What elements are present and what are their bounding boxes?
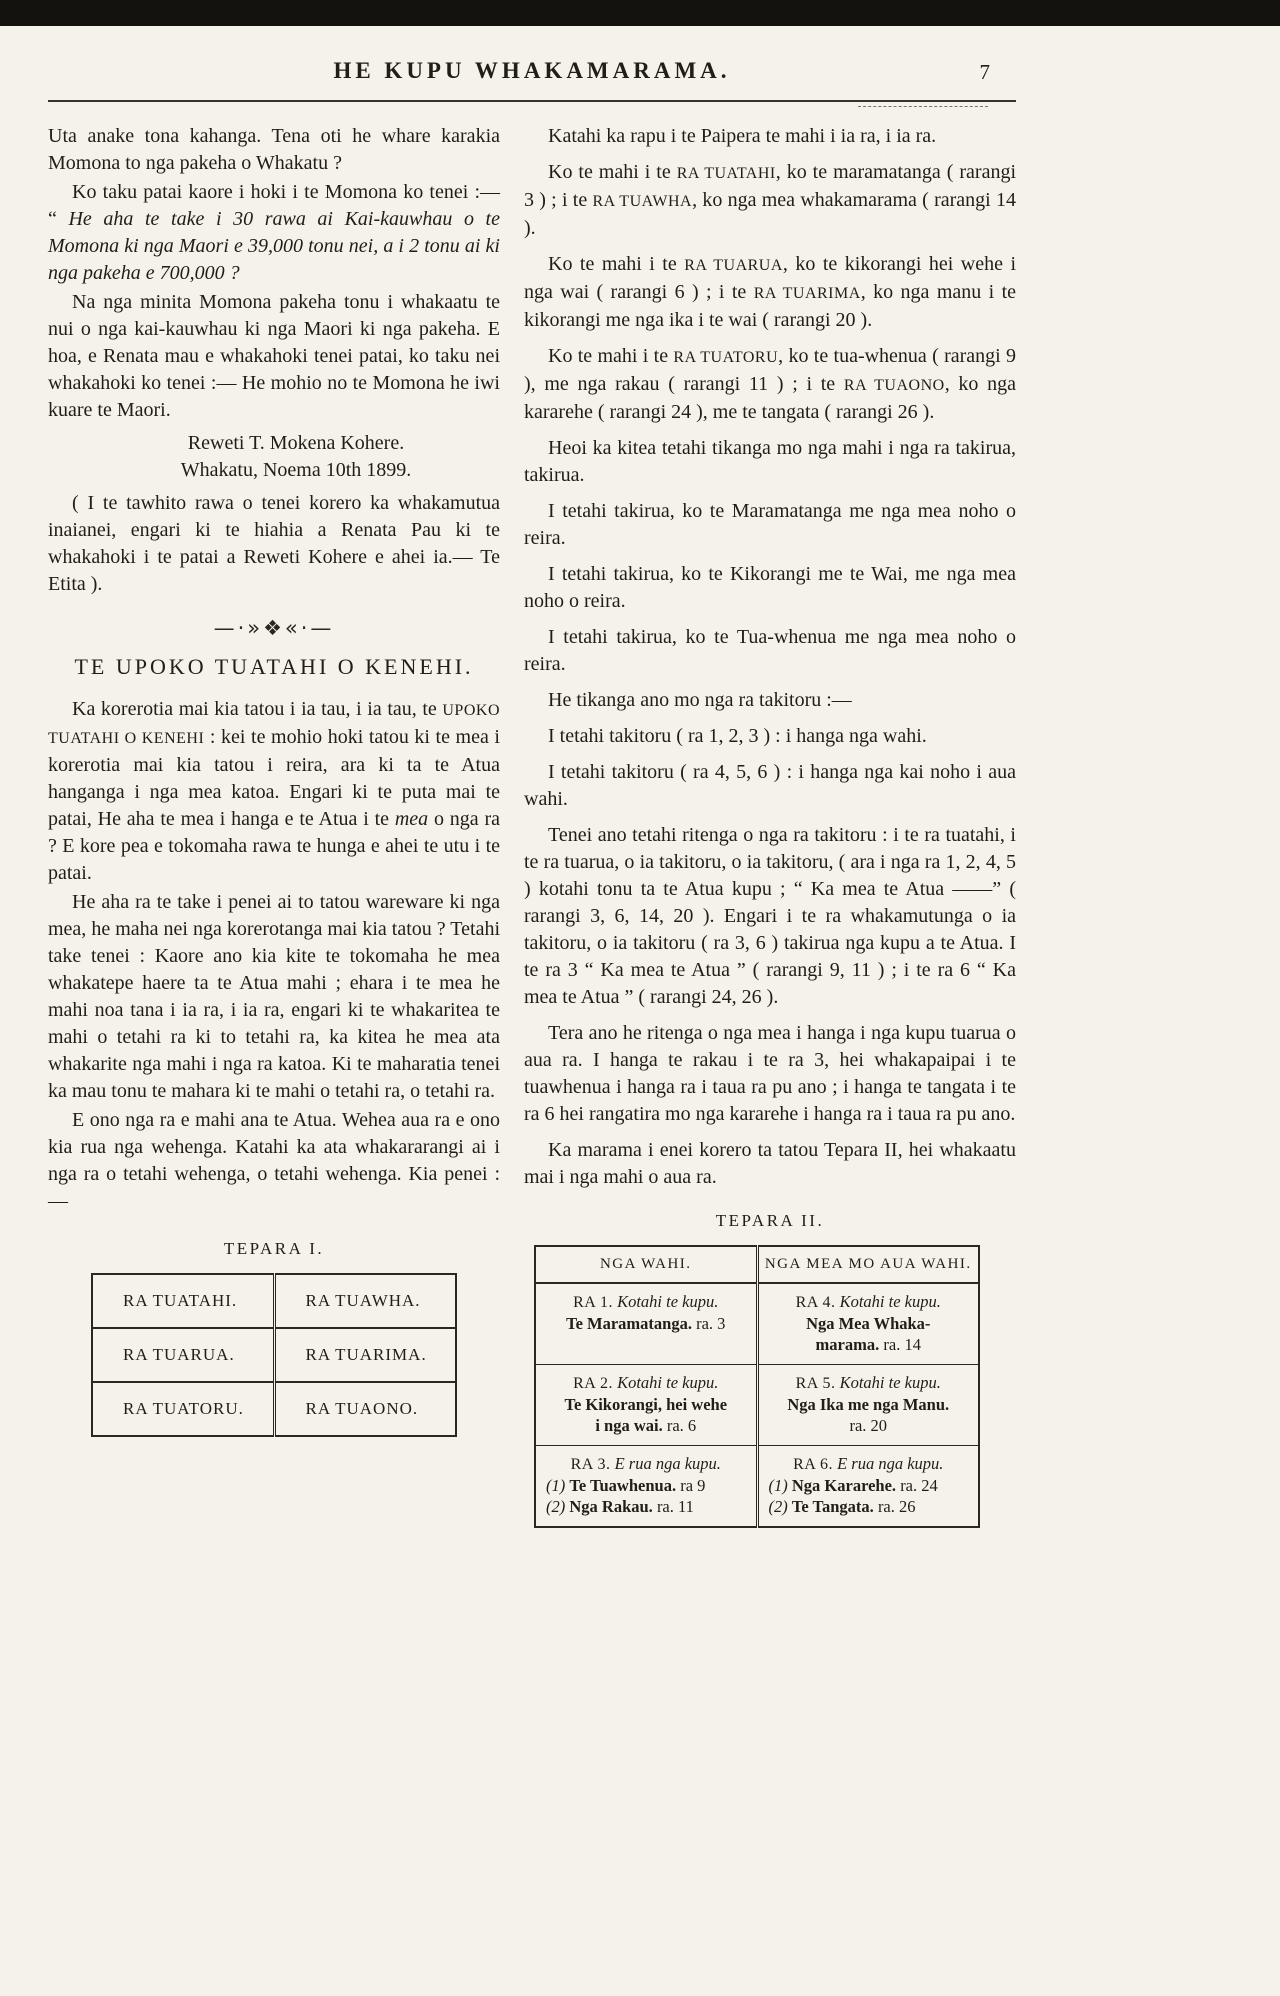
bold-run: Nga Ika me nga Manu. (787, 1395, 950, 1414)
text-run: ra. 6 (662, 1416, 697, 1435)
paragraph (524, 561, 1016, 615)
smallcaps-run: RA 1. (573, 1294, 613, 1311)
paragraph (48, 889, 500, 1105)
text-run: ra. 24 (896, 1476, 938, 1495)
page-body (48, 26, 1016, 1528)
tepara2-row (535, 1365, 979, 1446)
paragraph (524, 251, 1016, 334)
right-column (524, 123, 1016, 1528)
bold-run: i nga wai. (595, 1416, 663, 1435)
tepara1-row (92, 1328, 456, 1382)
italic-run: (1) (768, 1476, 788, 1495)
paragraph (524, 435, 1016, 489)
text-run: Ko te mahi i te (548, 345, 674, 367)
paragraph (524, 624, 1016, 678)
bold-run: Nga Kararehe. (791, 1476, 897, 1495)
paragraph (524, 123, 1016, 150)
tepara2-cell-line (544, 1496, 748, 1517)
italic-run: mea (394, 808, 429, 830)
text-run: ra 9 (676, 1476, 706, 1495)
tepara1-row (92, 1382, 456, 1436)
italic-run: (1) (546, 1476, 566, 1495)
tepara2-cell-line (544, 1453, 748, 1475)
tepara1-cell: RA TUAWHA. (274, 1274, 456, 1328)
smallcaps-run: RA TUATORU (673, 349, 779, 366)
text-run: ra. 26 (873, 1497, 916, 1516)
ornament-divider: —·»❖«·— (213, 616, 335, 640)
bold-run: Te Tuawhenua. (569, 1476, 677, 1495)
paragraph (524, 343, 1016, 426)
bold-run: Te Tangata. (791, 1497, 874, 1516)
text-run: I tetahi takirua, ko te Maramatanga me nga mea noho o reira. (524, 500, 1016, 549)
tepara2-cell (757, 1365, 979, 1446)
tepara1-cell: RA TUATAHI. (92, 1274, 274, 1328)
editor-note (48, 490, 500, 598)
text-run: ra. 11 (652, 1497, 694, 1516)
text-run: Tera ano he ritenga o nga mea i hanga i nga kupu tuarua o aua ra. I hanga te rakau i te ra 3, hei whakapaipai i te tuawhenua i hanga ra i taua ra pu ano ; i hanga te tangata i te ra 6 hei rangatira mo nga kararehe i hanga ra i taua ra pu ano. (524, 1022, 1016, 1125)
tepara2-cell (535, 1283, 757, 1365)
tepara1-row (92, 1274, 456, 1328)
text-run: ( I te tawhito rawa o tenei korero ka whakamutua inaianei, engari ki te hiahia a Renata Pau ki te whakahoki i te patai a Reweti Kohere e ahei ia.— Te Etita ). (48, 492, 500, 595)
paragraph (524, 687, 1016, 714)
smallcaps-run: RA TUARIMA (753, 285, 861, 302)
smallcaps-run: RA 4. (795, 1294, 836, 1311)
tepara2-cell-line (767, 1372, 971, 1394)
text-columns (48, 123, 1016, 1528)
smallcaps-run: RA 2. (573, 1375, 613, 1392)
text-run: I tetahi takitoru ( ra 1, 2, 3 ) : i hanga nga wahi. (548, 725, 927, 747)
header-rule-fragment (858, 106, 988, 107)
text-run: Ko te mahi i te (548, 161, 677, 183)
italic-run: Kotahi te kupu. (839, 1373, 941, 1392)
tepara1-caption: TEPARA I. (223, 1239, 325, 1258)
italic-run: Kotahi te kupu. (617, 1373, 719, 1392)
text-run: Uta anake tona kahanga. Tena oti he whare karakia Momona to nga pakeha o Whakatu ? (48, 125, 500, 174)
tepara2-header-row (535, 1246, 979, 1283)
tepara1-cell: RA TUARIMA. (274, 1328, 456, 1382)
text-run: He tikanga ano mo nga ra takitoru :— (548, 689, 852, 711)
text-run: I tetahi takirua, ko te Kikorangi me te Wai, me nga mea noho o reira. (524, 563, 1016, 612)
italic-run: E rua nga kupu. (614, 1454, 721, 1473)
text-run: ra. 14 (879, 1335, 921, 1354)
section-heading: TE UPOKO TUATAHI O KENEHI. (74, 654, 474, 679)
text-run: ra. 3 (691, 1314, 726, 1333)
tepara2-cell (757, 1283, 979, 1365)
paragraph (524, 822, 1016, 1011)
tepara2-cell-line (767, 1334, 971, 1355)
italic-run: He aha te take i 30 rawa ai Kai-kauwhau o te Momona ki nga Maori e 39,000 tonu nei, a i 2 tonu ai ki nga pakeha e 700,000 ? (48, 208, 500, 284)
paragraph (48, 696, 500, 887)
tepara2-cell-line (767, 1453, 971, 1475)
text-run: Ka korerotia mai kia tatou i ia tau, i ia tau, te (72, 698, 443, 720)
bold-run: Nga Rakau. (569, 1497, 653, 1516)
signature-name: Reweti T. Mokena Kohere. (187, 432, 405, 454)
text-run: Na nga minita Momona pakeha tonu i whakaatu te nui o nga kai-kauwhau ki nga Maori ki nga pakeha. E hoa, e Renata mau e whakahoki tenei patai, ko taku nei whakahoki ko tenei :— He mohio no te Momona he iwi kuare te Maori. (48, 291, 500, 421)
paragraph (524, 759, 1016, 813)
tepara1-table (91, 1273, 457, 1437)
text-run: : kei te mohio hoki tatou ki te mea i korerotia mai kia tatou i reira, ara ki ta te Atua hanganga i nga mea katoa. Engari ki te puta mai te patai, He aha te mea i hanga e te Atua i te (48, 726, 500, 830)
page-number: 7 (979, 60, 990, 84)
smallcaps-run: RA 3. (570, 1456, 611, 1473)
text-run: , ko te tua-whenua ( rarangi 9 ), me nga rakau ( rarangi 11 ) ; i te (524, 345, 1017, 395)
tepara2-cell-line (767, 1394, 971, 1415)
text-run: Ko te mahi i te (548, 253, 685, 275)
tepara2-cell-line (767, 1313, 971, 1334)
tepara2-cell-line (544, 1372, 748, 1394)
text-run: Ka marama i enei korero ta tatou Tepara II, hei whakaatu mai i nga mahi o aua ra. (524, 1139, 1016, 1188)
tepara2-cell (535, 1446, 757, 1528)
text-run: Ko taku patai kaore i hoki i te Momona ko tenei :— “ (48, 181, 500, 230)
tepara2-header-cell: NGA WAHI. (535, 1246, 757, 1283)
text-run: Katahi ka rapu i te Paipera te mahi i ia ra, i ia ra. (548, 125, 937, 147)
paragraph (48, 123, 500, 177)
tepara1-cell: RA TUATORU. (92, 1382, 274, 1436)
text-run: He aha ra te take i penei ai to tatou wareware ki nga mea, he maha nei nga korerotanga mai kia tatou ? Tetahi take tenei : Kaore ano kia kite te tokomaha he mea whakatepe haere ta te Atua mahi ; ehara i te mea he mahi noa tana i ia ra, i ia ra, engari ki te whakaritea te mahi o tetahi ra ki to tetahi ra, ka kitea he mea ata whakarite nga mahi i nga ra katoa. Ki te maharatia tenei ka mau tonu te mahara ki te mahi o tetahi ra, o tetahi ra. (48, 891, 500, 1102)
tepara2-cell-line (767, 1291, 971, 1313)
tepara2-cell (757, 1446, 979, 1528)
tepara2-cell-line (544, 1475, 748, 1496)
paragraph (524, 1137, 1016, 1191)
smallcaps-run: RA TUATAHI (676, 165, 776, 182)
text-run: , ko nga mea whakamarama ( rarangi 14 ). (524, 189, 1016, 239)
text-run: I tetahi takitoru ( ra 4, 5, 6 ) : i hanga nga kai noho i aua wahi. (524, 761, 1016, 810)
smallcaps-run: RA 5. (795, 1375, 836, 1392)
paragraph (524, 1020, 1016, 1128)
tepara2-cell-line (767, 1415, 971, 1436)
running-head (48, 58, 1016, 98)
signature-block (48, 430, 500, 484)
text-run: Heoi ka kitea tetahi tikanga mo nga mahi i nga ra takirua, takirua. (524, 437, 1016, 486)
left-column (48, 123, 500, 1528)
paragraph (524, 723, 1016, 750)
italic-run: (2) (768, 1497, 788, 1516)
text-run: Tenei ano tetahi ritenga o nga ra takitoru : i te ra tuatahi, i te ra tuarua, o ia takitoru, o ia takitoru, ( ara i nga ra 1, 2, 4, 5 ) kotahi tonu ta te Atua kupu ; “ Ka mea te Atua ——” ( rarangi 3, 6, 14, 20 ). Engari i te ra whakamutunga o ia takitoru, o ia takitoru ( ra 3, 6 ) takirua nga kupu a te Atua. I te ra 3 “ Ka mea te Atua ” ( rarangi 9, 11 ) ; i te ra 6 “ Ka mea te Atua ” ( rarangi 24, 26 ). (524, 824, 1016, 1008)
tepara2-caption: TEPARA II. (715, 1211, 825, 1230)
bold-run: Te Maramatanga. (566, 1314, 692, 1333)
text-run: E ono nga ra e mahi ana te Atua. Wehea aua ra e ono kia rua nga wehenga. Katahi ka ata whakararangi ai i nga ra o tetahi wehenga, o tetahi wehenga. Kia penei :— (48, 1109, 500, 1212)
tepara2-cell-line (767, 1475, 971, 1496)
tepara2-cell-line (544, 1291, 748, 1313)
italic-run: Kotahi te kupu. (617, 1292, 719, 1311)
text-run: I tetahi takirua, ko te Tua-whenua me nga mea noho o reira. (524, 626, 1016, 675)
text-run: o nga ra ? E kore pea e tokomaha rawa te hunga e ahei te utu i te patai. (48, 808, 500, 884)
header-rule (48, 100, 1016, 102)
italic-run: Kotahi te kupu. (839, 1292, 941, 1311)
tepara2-cell-line (544, 1415, 748, 1436)
bold-run: marama. (815, 1335, 880, 1354)
tepara2-row (535, 1446, 979, 1528)
italic-run: E rua nga kupu. (837, 1454, 944, 1473)
text-run: , ko nga kararehe ( rarangi 24 ), me te tangata ( rarangi 26 ). (524, 373, 1016, 423)
smallcaps-run: RA TUARUA (684, 257, 783, 274)
scan-edge-top (0, 0, 1280, 26)
bold-run: Te Kikorangi, hei wehe (564, 1395, 728, 1414)
text-run: , ko nga manu i te kikorangi me nga ika i te wai ( rarangi 20 ). (524, 281, 1016, 331)
tepara2-cell-line (544, 1313, 748, 1334)
tepara1-cell: RA TUAONO. (305, 1399, 419, 1418)
paragraph (48, 1107, 500, 1215)
text-run: , ko te maramatanga ( rarangi 3 ) ; i te (524, 161, 1017, 211)
smallcaps-run: UPOKO TUATAHI O KENEHI (48, 702, 500, 747)
text-run: ra. 20 (849, 1416, 888, 1435)
tepara2-header-cell: NGA MEA MO AUA WAHI. (757, 1246, 979, 1283)
smallcaps-run: RA 6. (793, 1456, 833, 1473)
smallcaps-run: RA TUAWHA (592, 193, 693, 210)
paragraph (524, 498, 1016, 552)
italic-run: (2) (546, 1497, 566, 1516)
paragraph (48, 179, 500, 287)
tepara2-table (534, 1245, 980, 1528)
tepara2-cell-line (767, 1496, 971, 1517)
signature-place-date: Whakatu, Noema 10th 1899. (180, 459, 412, 481)
paragraph (48, 289, 500, 424)
page-title: HE KUPU WHAKAMARAMA. (333, 58, 731, 83)
tepara1-cell: RA TUARUA. (92, 1328, 274, 1382)
paragraph (524, 159, 1016, 242)
tepara2-cell (535, 1365, 757, 1446)
text-run: , ko te kikorangi hei wehe i nga wai ( rarangi 6 ) ; i te (524, 253, 1017, 303)
smallcaps-run: RA TUAONO (843, 377, 945, 394)
bold-run: Nga Mea Whaka- (806, 1314, 931, 1333)
tepara2-row (535, 1283, 979, 1365)
tepara2-cell-line (544, 1394, 748, 1415)
